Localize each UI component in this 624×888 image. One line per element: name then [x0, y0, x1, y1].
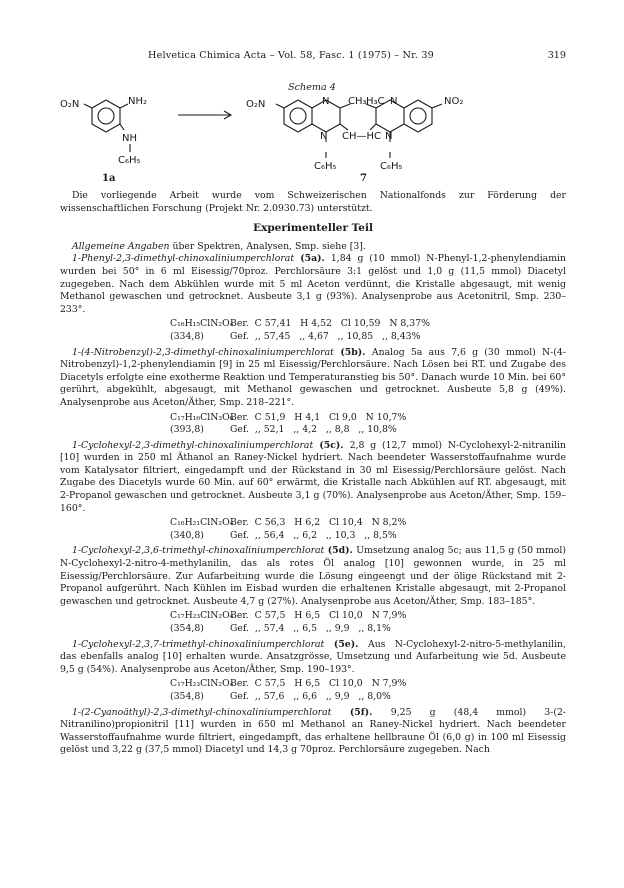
text-5b: Analog 5a aus 7,6 g (30 mmol) N-(4-Nitrobenzyl)-1,2-phenylendiamin [9] in 25 ml Eisessig/Perchlorsäure. Nach Lösen bei RT. und Zugabe des Diacetyls erfolgte eine exotherme Reaktion und Temperaturanstieg bis 50°. Danach wurde 10 Min. bei 60° gerührt, abgekühlt, abgesaugt, mit Methanol gewaschen und getrocknet. Ausbeute 5,8 g (49%). Analysenprobe aus Aceton/Äther, Smp. 218–221°.: [60, 346, 566, 408]
paragraph-5b: [60, 347, 566, 410]
name-5b: 1-(4-Nitrobenzyl)-2,3-dimethyl-chinoxaliniumperchlorat: [72, 346, 334, 358]
analysis-5b: [170, 412, 566, 437]
label-nh2: NH₂: [128, 96, 148, 107]
ring-1a: [92, 100, 120, 132]
name-5e: 1-Cyclohexyl-2,3,7-trimethyl-chinoxaliniumperchlorat: [72, 638, 325, 650]
ber-5b: Ber. C 51,9 H 4,1 Cl 9,0 N 10,7%: [230, 411, 407, 423]
code-5a: (5a).: [294, 253, 331, 265]
ber-5d: Ber. C 57,5 H 6,5 Cl 10,0 N 7,9%: [230, 610, 407, 622]
analysis-5d: [170, 610, 566, 635]
analysis-5e: [170, 678, 566, 703]
page-number: 319: [547, 50, 566, 61]
label-no2: NO₂: [444, 96, 464, 107]
journal-line: Helvetica Chimica Acta – Vol. 58, Fasc. 1 (1975) – Nr. 39: [148, 50, 434, 61]
label-n1: N: [322, 96, 330, 107]
gef-5c: Gef. ,, 56,4 ,, 6,2 ,, 10,3 ,, 8,5%: [230, 529, 397, 541]
label-o2n-7: O₂N: [246, 99, 266, 110]
general-text: über Spektren, Analysen, Smp. siehe [3].: [169, 240, 366, 252]
running-header: [60, 50, 566, 64]
paragraph-5d: [60, 545, 566, 608]
code-5f: (5f).: [331, 706, 391, 718]
label-n2: N: [320, 131, 328, 142]
formula-5b: C₁₇H₁₆ClN₃O₆: [170, 411, 234, 423]
name-5d: 1-Cyclohexyl-2,3,6-trimethyl-chinoxaliniumperchlorat: [72, 545, 325, 557]
label-c6h5-1a: C₆H₅: [118, 155, 141, 166]
mw-5c: (340,8): [170, 529, 204, 541]
analysis-5a: [170, 318, 566, 343]
ber-5c: Ber. C 56,3 H 6,2 Cl 10,4 N 8,2%: [230, 517, 407, 529]
name-5f: 1-(2-Cyanoäthyl)-2,3-dimethyl-chinoxaliniumperchlorat: [72, 706, 332, 718]
general-lead: Allgemeine Angaben: [72, 240, 170, 252]
label-n3: N: [390, 96, 398, 107]
paragraph-general: [60, 241, 566, 254]
text-5f: 9,25 g (48,4 mmol) 3-(2-Nitranilino)propionitril [11] wurden in 650 ml Methanol an Raney-Nickel hydriert. Nach beendeter Wasserstoffaufnahme wurde filtriert, eingedampft, das erhaltene hellbraune Öl (6,0 g) in 100 ml Eisessig gelöst und 3,22 g (37,5 mmol) Diacetyl und 14,3 g 70proz. Perchlorsäure zugegeben. Nach: [60, 706, 566, 756]
gef-5a: Gef. ,, 57,45 ,, 4,67 ,, 10,85 ,, 8,43%: [230, 330, 421, 342]
mw-5d: (354,8): [170, 623, 204, 634]
section-heading: Experimenteller Teil: [253, 222, 373, 235]
label-h3c: H₃C: [366, 96, 385, 107]
formula-5a: C₁₆H₁₅ClN₂O₄: [170, 318, 234, 330]
code-5d: (5d).: [324, 545, 357, 557]
text-5a: 1,84 g (10 mmol) N-Phenyl-1,2-phenylendiamin wurden bei 50° in 6 ml Eisessig/70proz. Perchlorsäure 3:1 gelöst und 1,0 g (11,5 mmol) Diacetyl zugegeben. Nach dem Abkühlen wurde mit 5 ml Aceton verdünnt, die Kristalle abgesaugt, mit wenig Methanol gewaschen und getrocknet. Ausbeute 3,1 g (93%). Analysenprobe aus Acetonitril, Smp. 230–233°.: [60, 253, 566, 315]
mw-5a: (334,8): [170, 330, 204, 342]
formula-5d: C₁₇H₂₃ClN₂O₄: [170, 610, 234, 622]
label-bridge: CH—HC: [342, 131, 382, 142]
acknowledgement: Die vorliegende Arbeit wurde vom Schweizerischen Nationalfonds zur Förderung der wissenschaftlichen Forschung (Projekt Nr. 2.0930.73) unterstützt.: [60, 190, 566, 214]
paragraph-5e: [60, 639, 566, 677]
reaction-scheme: [60, 92, 566, 184]
label-n4: N: [385, 131, 393, 142]
mw-5b: (393,8): [170, 424, 204, 436]
label-o2n-1a: O₂N: [60, 99, 80, 110]
paragraph-5a: [60, 253, 566, 316]
compound-label-7: 7: [360, 173, 367, 184]
ber-5a: Ber. C 57,41 H 4,52 Cl 10,59 N 8,37%: [230, 318, 430, 330]
article-body: [60, 190, 566, 757]
text-5e: Aus N-Cyclohexyl-2-nitro-5-methylanilin, das ebenfalls analog [10] erhalten wurde. Ansatzgrösse, Umsetzung und Aufarbeitung wie 5d. Ausbeute 9,5 g (54%). Analysenprobe aus Aceton/Äther, Smp. 190–193°.: [60, 638, 566, 675]
analysis-5c: [170, 517, 566, 542]
compound-label-1a: 1a: [102, 173, 116, 184]
label-c6h5-7a: C₆H₅: [314, 161, 337, 172]
gef-5e: Gef. ,, 57,6 ,, 6,6 ,, 9,9 ,, 8,0%: [230, 690, 391, 702]
name-5c: 1-Cyclohexyl-2,3-dimethyl-chinoxaliniumperchlorat: [72, 439, 314, 451]
code-5b: (5b).: [333, 346, 372, 358]
formula-5c: C₁₆H₂₁ClN₂O₄: [170, 517, 234, 529]
label-nh: NH: [122, 133, 137, 144]
gef-5d: Gef. ,, 57,4 ,, 6,5 ,, 9,9 ,, 8,1%: [230, 623, 391, 634]
ring-7-right-benzo: [404, 100, 432, 132]
formula-5e: C₁₇H₂₃ClN₂O₄: [170, 678, 234, 690]
label-c6h5-7b: C₆H₅: [380, 161, 403, 172]
paragraph-5f: [60, 707, 566, 757]
label-ch3: CH₃: [348, 96, 367, 107]
scheme-title: Schema 4: [288, 82, 336, 93]
mw-5e: (354,8): [170, 690, 204, 702]
code-5e: (5e).: [324, 638, 368, 650]
name-5a: 1-Phenyl-2,3-dimethyl-chinoxaliniumperchlorat: [72, 253, 295, 265]
text-5d: Umsetzung analog 5c; aus 11,5 g (50 mmol) N-Cyclohexyl-2-nitro-4-methylanilin, das als rotes Öl analog [10] gewonnen wurde, in 25 ml Eisessig/Perchlorsäure. Zur Aufarbeitung wurde die Lösung eingeengt und der ölige Rückstand mit 2-Propanol aufgerührt. Nach Kühlen im Eisbad wurden die erhaltenen Kristalle abgesaugt, mit 2-Propanol gewaschen und getrocknet. Ausbeute 4,7 g (27%). Analysenprobe aus Aceton/Äther, Smp. 183–185°.: [60, 545, 566, 607]
gef-5b: Gef. ,, 52,1 ,, 4,2 ,, 8,8 ,, 10,8%: [230, 424, 397, 436]
ring-7-left-benzo: [284, 100, 312, 132]
ber-5e: Ber. C 57,5 H 6,5 Cl 10,0 N 7,9%: [230, 678, 407, 690]
paragraph-5c: [60, 440, 566, 516]
text-5c: 2,8 g (12,7 mmol) N-Cyclohexyl-2-nitranilin [10] wurden in 250 ml Äthanol an Raney-Nickel hydriert. Nach beendeter Wasserstoffaufnahme wurde vom Katalysator filtriert, eingedampft und der Rückstand in 30 ml Eisessig/Perchlorsäure gelöst. Nach Zugabe des Diacetyls wurde 60 Min. auf 60° erwärmt, die Kristalle nach Abkühlen auf RT. abgesaugt, mit 2-Propanol gewaschen und getrocknet. Ausbeute 3,1 g (70%). Analysenprobe aus Aceton/Äther, Smp. 159–160°.: [60, 439, 566, 514]
code-5c: (5c).: [313, 439, 350, 451]
